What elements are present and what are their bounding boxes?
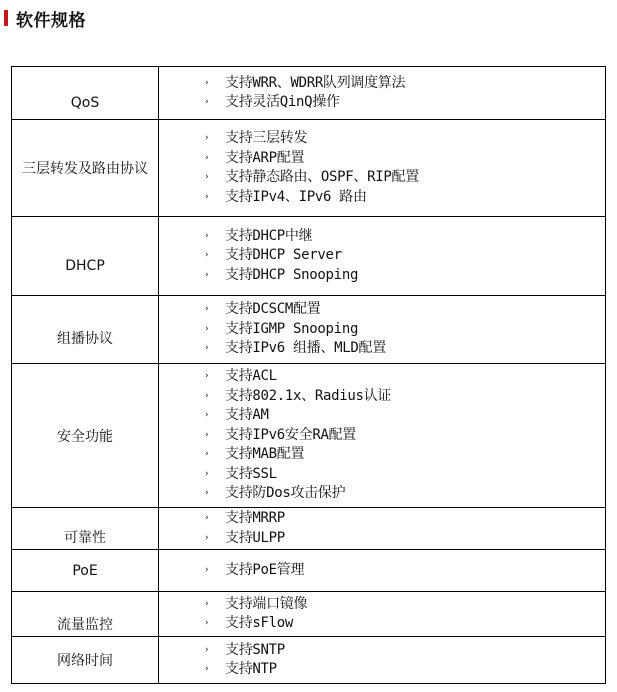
bullet-arrow-icon: › <box>205 449 209 460</box>
feature-item <box>205 426 605 446</box>
bullet-arrow-icon: › <box>205 250 209 261</box>
feature-text: 支持静态路由、OSPF、RIP配置 <box>225 169 419 185</box>
bullet-arrow-icon: › <box>205 664 209 674</box>
bullet-arrow-icon: › <box>205 618 209 628</box>
accent-bar <box>4 10 8 26</box>
category-cell <box>12 217 159 296</box>
bullet-arrow-icon: › <box>205 323 209 334</box>
feature-list <box>159 561 605 581</box>
feature-list <box>159 300 605 359</box>
spec-row <box>12 592 606 637</box>
features-cell <box>159 120 606 217</box>
feature-text: 支持IPv4、IPv6 路由 <box>225 188 367 205</box>
bullet-arrow-icon: › <box>205 410 209 421</box>
bullet-arrow-icon: › <box>205 644 209 655</box>
category-label: 可靠性 <box>64 529 106 546</box>
bullet-arrow-icon: › <box>205 304 209 315</box>
category-cell <box>12 592 159 637</box>
category-label: 组播协议 <box>57 330 113 347</box>
features-cell <box>159 550 606 592</box>
feature-text: 支持ARP配置 <box>225 149 305 166</box>
features-cell <box>159 364 606 508</box>
spec-row <box>12 550 606 592</box>
feature-item <box>205 74 605 94</box>
category-cell <box>12 637 159 684</box>
spec-row <box>12 508 606 550</box>
feature-text: 支持灵活QinQ操作 <box>225 94 340 110</box>
features-cell <box>159 508 606 550</box>
feature-item <box>205 595 605 615</box>
feature-item <box>205 129 605 149</box>
category-cell <box>12 296 159 364</box>
feature-item <box>205 529 605 549</box>
category-cell <box>12 550 159 592</box>
features-cell <box>159 592 606 637</box>
feature-text: 支持MRRP <box>225 510 285 526</box>
bullet-arrow-icon: › <box>205 488 209 499</box>
feature-list <box>159 227 605 286</box>
feature-item <box>205 93 605 113</box>
feature-text: 支持DHCP Snooping <box>225 266 359 283</box>
feature-text: 支持SSL <box>225 465 277 482</box>
feature-item <box>205 465 605 485</box>
category-cell <box>12 364 159 508</box>
feature-list <box>159 129 605 207</box>
feature-text: 支持DCSCM配置 <box>225 301 321 318</box>
feature-item <box>205 641 605 661</box>
bullet-arrow-icon: › <box>205 77 209 88</box>
feature-item <box>205 266 605 286</box>
bullet-arrow-icon: › <box>205 97 209 107</box>
bullet-arrow-icon: › <box>205 513 209 523</box>
feature-item <box>205 614 605 634</box>
feature-item <box>205 227 605 247</box>
feature-text: 支持MAB配置 <box>225 446 305 463</box>
feature-item <box>205 509 605 529</box>
feature-item <box>205 246 605 266</box>
spec-row <box>12 120 606 217</box>
features-cell <box>159 67 606 120</box>
feature-item <box>205 406 605 426</box>
category-label: 网络时间 <box>57 653 113 669</box>
category-label: 安全功能 <box>57 428 113 445</box>
feature-list <box>159 641 605 680</box>
feature-text: 支持NTP <box>225 661 277 677</box>
spec-row <box>12 637 606 684</box>
feature-text: 支持SNTP <box>225 641 285 658</box>
category-label: QoS <box>70 95 100 111</box>
spec-row <box>12 296 606 364</box>
bullet-arrow-icon: › <box>205 133 209 143</box>
bullet-arrow-icon: › <box>205 269 209 280</box>
feature-text: 支持AM <box>225 407 269 424</box>
bullet-arrow-icon: › <box>205 343 209 354</box>
page-title: 软件规格 <box>16 10 86 31</box>
spec-table <box>11 66 606 684</box>
spec-row <box>12 217 606 296</box>
bullet-arrow-icon: › <box>205 468 209 479</box>
feature-list <box>159 367 605 504</box>
bullet-arrow-icon: › <box>205 230 209 241</box>
feature-item <box>205 561 605 581</box>
spec-table-body <box>12 67 606 684</box>
spec-row <box>12 364 606 508</box>
bullet-arrow-icon: › <box>205 390 209 401</box>
feature-item <box>205 484 605 504</box>
feature-item <box>205 300 605 320</box>
feature-text: 支持ACL <box>225 368 277 385</box>
feature-item <box>205 339 605 359</box>
features-cell <box>159 217 606 296</box>
feature-text: 支持IPv6安全RA配置 <box>225 426 356 443</box>
feature-text: 支持PoE管理 <box>225 561 305 578</box>
category-label: PoE <box>72 562 98 579</box>
feature-item <box>205 168 605 188</box>
feature-item <box>205 188 605 208</box>
feature-text: 支持端口镜像 <box>225 595 308 612</box>
feature-list <box>159 74 605 113</box>
feature-item <box>205 320 605 340</box>
features-cell <box>159 637 606 684</box>
feature-text: 支持IGMP Snooping <box>225 320 359 337</box>
bullet-arrow-icon: › <box>205 598 209 609</box>
feature-text: 支持DHCP Server <box>225 247 342 264</box>
bullet-arrow-icon: › <box>205 191 209 202</box>
bullet-arrow-icon: › <box>205 564 209 575</box>
feature-text: 支持802.1x、Radius认证 <box>225 387 392 404</box>
category-label: 流量监控 <box>57 617 113 633</box>
feature-item <box>205 445 605 465</box>
feature-text: 支持WRR、WDRR队列调度算法 <box>225 74 406 91</box>
category-cell <box>12 508 159 550</box>
feature-list <box>159 509 605 548</box>
feature-item <box>205 660 605 680</box>
category-label: 三层转发及路由协议 <box>22 161 148 177</box>
features-cell <box>159 296 606 364</box>
category-cell <box>12 120 159 217</box>
feature-text: 支持DHCP中继 <box>225 227 313 244</box>
feature-item <box>205 149 605 169</box>
category-cell <box>12 67 159 120</box>
feature-text: 支持三层转发 <box>225 130 308 146</box>
bullet-arrow-icon: › <box>205 429 209 440</box>
bullet-arrow-icon: › <box>205 172 209 182</box>
bullet-arrow-icon: › <box>205 371 209 382</box>
feature-list <box>159 595 605 634</box>
spec-row <box>12 67 606 120</box>
bullet-arrow-icon: › <box>205 532 209 543</box>
bullet-arrow-icon: › <box>205 152 209 163</box>
feature-item <box>205 367 605 387</box>
feature-text: 支持防Dos攻击保护 <box>225 485 346 502</box>
feature-text: 支持ULPP <box>225 529 285 546</box>
feature-text: 支持sFlow <box>225 615 294 631</box>
feature-text: 支持IPv6 组播、MLD配置 <box>225 340 386 357</box>
category-label: DHCP <box>65 258 105 274</box>
section-header <box>4 6 86 30</box>
feature-item <box>205 387 605 407</box>
